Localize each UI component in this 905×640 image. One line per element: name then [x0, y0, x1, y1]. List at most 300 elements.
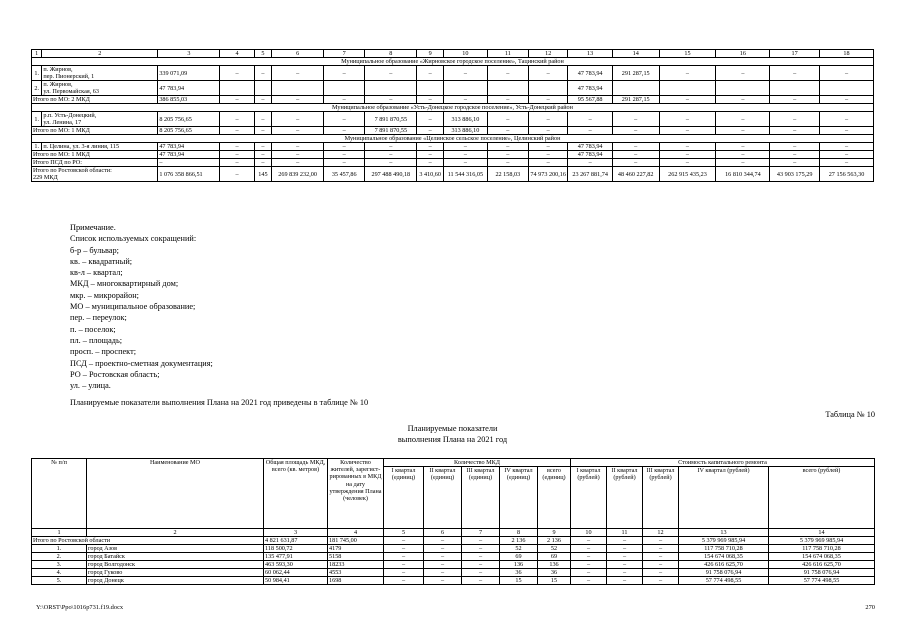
table-cell: 297 488 490,18 — [365, 167, 417, 182]
table-cell: – — [659, 159, 716, 167]
column-number: 18 — [820, 50, 874, 58]
table-cell: 181 745,00 — [328, 537, 384, 545]
column-number: 14 — [612, 50, 659, 58]
header-q2-units: II квартал (единиц) — [424, 467, 462, 529]
header-num: № п/п — [32, 459, 87, 529]
table-cell: 291 287,15 — [612, 96, 659, 104]
abbreviation-item: мкр. – микрорайон; — [70, 290, 139, 300]
table-title-line-2: выполнения Плана на 2021 год — [397, 435, 508, 444]
column-number-row — [32, 529, 875, 537]
table-cell: 291 287,15 — [612, 66, 659, 81]
address-line: п. Жирнов, — [43, 81, 73, 88]
notes-title: Примечание. — [70, 223, 116, 232]
table-cell: 23 267 881,74 — [568, 167, 613, 182]
table-cell: – — [568, 159, 613, 167]
table-cell: 1 076 358 866,51 — [158, 167, 220, 182]
table-cell: – — [254, 151, 272, 159]
table-cell: 60 062,44 — [264, 569, 328, 577]
table-cell — [820, 81, 874, 96]
column-number: 15 — [659, 50, 716, 58]
table-cell: 57 774 498,55 — [679, 577, 769, 585]
table-cell: 15 — [500, 577, 538, 585]
table-cell: – — [462, 553, 500, 561]
total-label-line: Итого по Ростовской области: — [33, 167, 112, 174]
page-number: 270 — [865, 604, 875, 611]
section-title: Муниципальное образование «Жирновское городское поселение», Тацинский район — [32, 58, 874, 66]
table-cell: – — [462, 545, 500, 553]
table-cell: – — [417, 96, 444, 104]
table-cell: – — [820, 143, 874, 151]
table-cell: 386 855,03 — [158, 96, 220, 104]
header-q4-units: IV квартал (единиц) — [500, 467, 538, 529]
table-cell: 7 891 870,55 — [365, 112, 417, 127]
section-title-row — [32, 135, 874, 143]
table-cell: 36 — [538, 569, 571, 577]
header-total-units: всего (единиц) — [538, 467, 571, 529]
table-cell: 36 — [500, 569, 538, 577]
table-cell: – — [220, 112, 254, 127]
table-cell: – — [716, 143, 770, 151]
table-cell: – — [444, 143, 487, 151]
row-number: 2. — [32, 81, 42, 96]
table-cell: – — [770, 112, 820, 127]
table-cell — [220, 81, 254, 96]
table-cell: – — [659, 112, 716, 127]
table-cell: 136 — [538, 561, 571, 569]
table-cell: 47 783,94 — [568, 151, 613, 159]
table-cell: – — [220, 143, 254, 151]
total-label: Итого ПСД по РО: — [32, 159, 158, 167]
table-cell: 91 758 076,94 — [769, 569, 875, 577]
column-number: 1 — [32, 50, 42, 58]
table-row — [32, 143, 874, 151]
mo-name: город Азов — [87, 545, 264, 553]
table-cell: – — [487, 159, 528, 167]
table-cell: 117 758 710,28 — [769, 545, 875, 553]
table-cell: – — [424, 561, 462, 569]
table-cell: – — [820, 127, 874, 135]
table-cell: – — [384, 561, 424, 569]
header-mo-name: Наименование МО — [87, 459, 264, 529]
column-number: 10 — [444, 50, 487, 58]
column-number: 12 — [529, 50, 568, 58]
total-label: Итого по МО: 1 МКД — [32, 151, 158, 159]
section-title: Муниципальное образование «Усть-Донецкое городское поселение», Усть-Донецкий район — [32, 104, 874, 112]
header-q1-units: I квартал (единиц) — [384, 467, 424, 529]
table-cell: – — [607, 537, 643, 545]
table-cell: – — [529, 66, 568, 81]
table-cell: – — [272, 66, 324, 81]
table-cell: 2 136 — [500, 537, 538, 545]
file-path: Y:\ORST\Ppo\1016p731.f19.docx — [36, 604, 124, 611]
table-cell: – — [254, 159, 272, 167]
subtotal-row — [32, 127, 874, 135]
table-cell: 48 460 227,82 — [612, 167, 659, 182]
address-cell — [42, 66, 158, 81]
abbreviation-item: МКД – многоквартирный дом; — [70, 279, 179, 289]
table-cell: – — [571, 569, 607, 577]
row-number: 1. — [32, 66, 42, 81]
row-number: 5. — [32, 577, 87, 585]
total-label-line: 229 МКД — [33, 174, 58, 181]
table-cell: 5158 — [328, 553, 384, 561]
abbreviation-item: просп. – проспект; — [70, 347, 137, 357]
table-cell: – — [444, 96, 487, 104]
table-cell: – — [444, 151, 487, 159]
table-cell: – — [324, 66, 365, 81]
table-cell: – — [643, 569, 679, 577]
row-number: 1. — [32, 112, 42, 127]
table-cell: – — [487, 151, 528, 159]
table-cell: – — [487, 66, 528, 81]
table-cell: – — [384, 545, 424, 553]
table-cell: 47 783,94 — [568, 81, 613, 96]
abbreviations-list — [70, 245, 213, 392]
table-cell: 22 158,03 — [487, 167, 528, 182]
row-number: 2. — [32, 553, 87, 561]
table-cell: 339 071,09 — [158, 66, 220, 81]
table-cell: – — [272, 127, 324, 135]
table-cell: 69 — [538, 553, 571, 561]
table-cell: 52 — [538, 545, 571, 553]
column-number: 11 — [607, 529, 643, 537]
table-cell: 7 891 870,55 — [365, 127, 417, 135]
table-cell: 2 136 — [538, 537, 571, 545]
table-cell: 47 783,94 — [158, 81, 220, 96]
abbreviation-item: МО – муниципальное образование; — [70, 302, 196, 312]
header-q3-rub: III квартал (рублей) — [643, 467, 679, 529]
table-cell: – — [716, 127, 770, 135]
abbreviation-item: ул. – улица. — [70, 381, 111, 391]
table-cell: – — [770, 151, 820, 159]
table-cell: – — [220, 127, 254, 135]
table-cell: – — [643, 545, 679, 553]
table-cell: – — [820, 66, 874, 81]
table-cell: 145 — [254, 167, 272, 182]
table-cell: – — [417, 66, 444, 81]
plan-intro-text: Планируемые показатели выполнения Плана на 2021 год приведены в таблице № 10 — [70, 398, 369, 407]
table-cell: – — [487, 143, 528, 151]
row-number: 3. — [32, 561, 87, 569]
table-cell: 117 758 710,28 — [679, 545, 769, 553]
header-q1-rub: I квартал (рублей) — [571, 467, 607, 529]
address-line: п. Жирнов, — [43, 66, 73, 73]
table-cell: 8 205 756,65 — [158, 127, 220, 135]
table-cell: – — [220, 167, 254, 182]
subtotal-row — [32, 151, 874, 159]
table-cell: – — [462, 569, 500, 577]
column-number-row — [32, 50, 874, 58]
table-cell: 8 205 756,65 — [158, 112, 220, 127]
table-cell: 313 886,10 — [444, 127, 487, 135]
table-cell: 74 973 200,16 — [529, 167, 568, 182]
table-cell: – — [462, 561, 500, 569]
table-cell: – — [324, 143, 365, 151]
column-number: 10 — [571, 529, 607, 537]
table-cell: – — [659, 96, 716, 104]
notes-block — [70, 222, 213, 391]
table-row — [32, 561, 875, 569]
table-cell: – — [365, 96, 417, 104]
table-cell: – — [424, 545, 462, 553]
header-count-group: Количество МКД — [384, 459, 571, 467]
table-cell: – — [444, 159, 487, 167]
column-number: 3 — [264, 529, 328, 537]
table-cell: 3 410,60 — [417, 167, 444, 182]
address-cell — [42, 81, 158, 96]
table-cell: – — [220, 66, 254, 81]
table-cell: – — [607, 577, 643, 585]
column-number: 2 — [42, 50, 158, 58]
table-cell: – — [417, 143, 444, 151]
address-line: ул. Ленина, 17 — [43, 119, 82, 126]
column-number: 6 — [424, 529, 462, 537]
table-cell: – — [770, 96, 820, 104]
table-cell — [417, 81, 444, 96]
mo-name: город Батайск — [87, 553, 264, 561]
table-cell: 57 774 498,55 — [769, 577, 875, 585]
table-cell: – — [716, 159, 770, 167]
table-cell: – — [384, 553, 424, 561]
abbreviation-item: РО – Ростовская область; — [70, 369, 160, 379]
table-cell: – — [424, 577, 462, 585]
table-cell: – — [643, 577, 679, 585]
table-cell: – — [254, 66, 272, 81]
table-cell: – — [607, 569, 643, 577]
table-cell: 262 915 435,23 — [659, 167, 716, 182]
table-cell: – — [254, 143, 272, 151]
table-cell: 91 758 076,94 — [679, 569, 769, 577]
table-cell: – — [770, 66, 820, 81]
abbreviations-title: Список используемых сокращений: — [70, 234, 197, 244]
header-q4-rub: IV квартал (рублей) — [679, 467, 769, 529]
section-title-row — [32, 58, 874, 66]
header-q3-units: III квартал (единиц) — [462, 467, 500, 529]
column-number: 13 — [568, 50, 613, 58]
table-cell: – — [571, 553, 607, 561]
mo-name: город Донецк — [87, 577, 264, 585]
column-number: 4 — [220, 50, 254, 58]
table-cell: 1698 — [328, 577, 384, 585]
header-total-rub: всего (рублей) — [769, 467, 875, 529]
table-cell: – — [529, 151, 568, 159]
section-title: Муниципальное образование «Целинское сельское поселение», Целинский район — [32, 135, 874, 143]
table-cell: – — [487, 96, 528, 104]
table-cell: – — [529, 96, 568, 104]
mo-name: город Волгодонск — [87, 561, 264, 569]
table-cell: – — [607, 545, 643, 553]
table-cell: – — [659, 143, 716, 151]
column-number: 16 — [716, 50, 770, 58]
table-cell: – — [571, 537, 607, 545]
address-line: ул. Первомайская, 63 — [43, 88, 99, 95]
abbreviation-item: ПСД – проектно-сметная документация; — [70, 358, 213, 368]
table-cell: 426 616 625,70 — [769, 561, 875, 569]
total-label: Итого по МО: 1 МКД — [32, 127, 158, 135]
row-number: 4. — [32, 569, 87, 577]
table-cell: 47 783,94 — [568, 143, 613, 151]
column-number: 7 — [462, 529, 500, 537]
mo-name: Итого по Ростовской области — [32, 537, 264, 545]
table-cell: 16 810 344,74 — [716, 167, 770, 182]
table-cell: – — [158, 159, 220, 167]
table-cell: – — [384, 537, 424, 545]
table-cell: 313 886,10 — [444, 112, 487, 127]
table-cell: – — [462, 577, 500, 585]
table-cell: – — [770, 143, 820, 151]
table-cell: – — [659, 151, 716, 159]
table-cell: 11 544 316,05 — [444, 167, 487, 182]
table-cell: 5 379 969 985,94 — [769, 537, 875, 545]
table-cell: – — [643, 537, 679, 545]
table-cell: – — [365, 143, 417, 151]
table-cell — [444, 81, 487, 96]
table-cell: 47 783,94 — [568, 66, 613, 81]
table-cell: 4553 — [328, 569, 384, 577]
table-cell: – — [220, 159, 254, 167]
table-cell: – — [324, 96, 365, 104]
abbreviation-item: б-р – бульвар; — [70, 245, 119, 255]
table-cell: – — [254, 96, 272, 104]
section-title-row — [32, 104, 874, 112]
grand-total-row — [32, 167, 874, 182]
table-row — [32, 569, 875, 577]
table-cell: 27 156 563,30 — [820, 167, 874, 182]
table-cell: – — [487, 127, 528, 135]
table-cell: – — [220, 151, 254, 159]
table-cell: 136 — [500, 561, 538, 569]
table-cell: – — [612, 112, 659, 127]
table-cell — [272, 81, 324, 96]
table-cell: – — [716, 66, 770, 81]
table-cell: – — [529, 159, 568, 167]
table-cell: – — [770, 127, 820, 135]
table-title — [0, 423, 905, 445]
table-cell — [365, 81, 417, 96]
table-cell: 463 593,30 — [264, 561, 328, 569]
table-cell: – — [365, 159, 417, 167]
address-line: пер. Пионерский, 1 — [43, 73, 95, 80]
table-cell: – — [529, 143, 568, 151]
table-row — [32, 545, 875, 553]
table-cell: – — [659, 127, 716, 135]
table-cell: – — [462, 537, 500, 545]
table-cell: – — [254, 127, 272, 135]
table-cell: – — [417, 159, 444, 167]
table-cell: 4 821 631,87 — [264, 537, 328, 545]
table-row — [32, 81, 874, 96]
table-row — [32, 577, 875, 585]
total-label: Итого по МО: 2 МКД — [32, 96, 158, 104]
table-cell: – — [643, 553, 679, 561]
table-cell: 52 — [500, 545, 538, 553]
table-cell: 426 616 625,70 — [679, 561, 769, 569]
table-cell: – — [220, 96, 254, 104]
table-cell: – — [272, 96, 324, 104]
column-number: 7 — [324, 50, 365, 58]
table-cell: – — [324, 127, 365, 135]
column-number: 8 — [500, 529, 538, 537]
table-cell: 18233 — [328, 561, 384, 569]
table-cell: – — [365, 151, 417, 159]
table-cell: 95 567,88 — [568, 96, 613, 104]
column-number: 9 — [417, 50, 444, 58]
column-number: 8 — [365, 50, 417, 58]
column-number: 2 — [87, 529, 264, 537]
table-cell: – — [612, 127, 659, 135]
abbreviation-item: кв. – квадратный; — [70, 256, 133, 266]
table-cell: 135 477,91 — [264, 553, 328, 561]
table-cell: – — [424, 537, 462, 545]
table-row — [32, 112, 874, 127]
table-cell: – — [424, 569, 462, 577]
table-cell: – — [324, 151, 365, 159]
table-cell: 47 783,94 — [158, 143, 220, 151]
table-cell: 43 903 175,29 — [770, 167, 820, 182]
table-cell: – — [820, 112, 874, 127]
table-cell — [659, 81, 716, 96]
table-cell: – — [272, 143, 324, 151]
psd-total-row — [32, 159, 874, 167]
table-cell: 4179 — [328, 545, 384, 553]
table-cell: 47 783,94 — [158, 151, 220, 159]
table-cell: – — [643, 561, 679, 569]
abbreviation-item: кв-л – квартал; — [70, 268, 123, 278]
table-cell: – — [365, 66, 417, 81]
abbreviation-item: п. – поселок; — [70, 324, 116, 334]
table-cell: 50 984,41 — [264, 577, 328, 585]
table-cell — [770, 81, 820, 96]
table-cell: – — [254, 112, 272, 127]
abbreviation-item: пл. – площадь; — [70, 335, 123, 345]
table-cell: – — [612, 151, 659, 159]
table-cell: – — [770, 159, 820, 167]
table-cell: – — [571, 561, 607, 569]
table-cell: – — [571, 577, 607, 585]
total-label — [32, 167, 158, 182]
table-cell — [612, 81, 659, 96]
total-row — [32, 537, 875, 545]
column-number: 14 — [769, 529, 875, 537]
column-number: 1 — [32, 529, 87, 537]
column-number: 5 — [254, 50, 272, 58]
mo-name: город Гуково — [87, 569, 264, 577]
table-cell: – — [716, 96, 770, 104]
plan-table — [31, 458, 875, 585]
table-cell: – — [272, 159, 324, 167]
table-cell: 154 674 068,35 — [679, 553, 769, 561]
table-cell: – — [607, 561, 643, 569]
table-number: Таблица № 10 — [825, 410, 875, 419]
table-cell: – — [272, 112, 324, 127]
table-cell — [487, 81, 528, 96]
table-cell: – — [487, 112, 528, 127]
table-cell: – — [568, 127, 613, 135]
table-cell: – — [716, 151, 770, 159]
table-cell: 15 — [538, 577, 571, 585]
table-title-line-1: Планируемые показатели — [407, 424, 498, 433]
table-cell: – — [568, 112, 613, 127]
table-cell: 69 — [500, 553, 538, 561]
column-number: 17 — [770, 50, 820, 58]
subtotal-row — [32, 96, 874, 104]
row-number: 1. — [32, 143, 42, 151]
column-number: 11 — [487, 50, 528, 58]
table-cell: – — [716, 112, 770, 127]
column-number: 13 — [679, 529, 769, 537]
table-cell: 154 674 068,35 — [769, 553, 875, 561]
table-row — [32, 66, 874, 81]
